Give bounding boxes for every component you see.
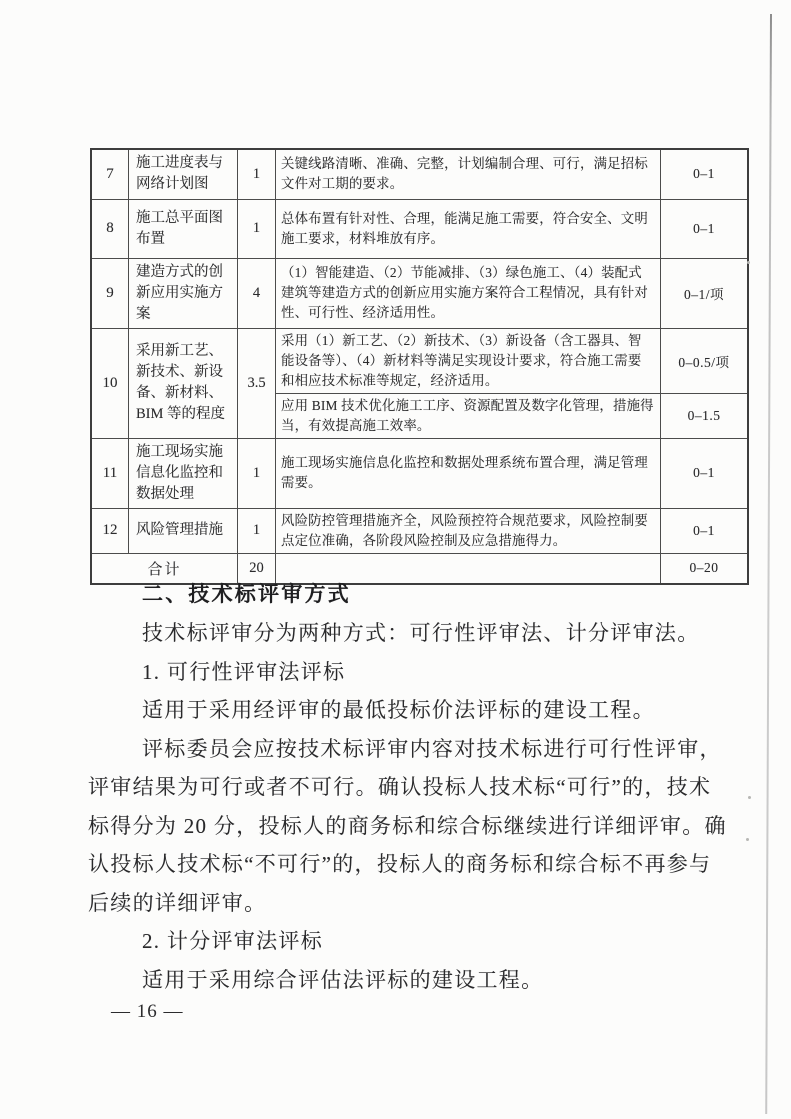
cell-num: 8 bbox=[91, 199, 129, 258]
cell-range: 0–1.5 bbox=[661, 393, 749, 438]
cell-num: 9 bbox=[91, 258, 129, 328]
score-table bbox=[90, 148, 749, 585]
body-line: 适用于采用综合评估法评标的建设工程。 bbox=[142, 967, 544, 992]
cell-num: 10 bbox=[91, 328, 129, 438]
body-line: 2. 计分评审法评标 bbox=[142, 929, 323, 953]
body-line: 评标委员会应按技术标评审内容对技术标进行可行性评审， bbox=[142, 736, 722, 761]
body-line: 后续的详细评审。 bbox=[88, 890, 267, 915]
scanner-edge-artifact bbox=[765, 14, 772, 1114]
cell-criteria: 施工现场实施信息化监控和数据处理系统布置合理，满足管理需要。 bbox=[276, 438, 661, 508]
cell-total-label: 合计 bbox=[91, 553, 238, 584]
cell-num: 12 bbox=[91, 508, 129, 553]
body-line: 1. 可行性评审法评标 bbox=[142, 659, 346, 684]
cell-criteria: 应用 BIM 技术优化施工工序、资源配置及数字化管理，措施得当，有效提高施工效率。 bbox=[276, 393, 661, 438]
body-line: 技术标评审分为两种方式：可行性评审法、计分评审法。 bbox=[142, 621, 700, 645]
cell-num: 7 bbox=[91, 149, 129, 199]
cell-range: 0–1 bbox=[661, 438, 749, 508]
cell-score: 1 bbox=[238, 199, 276, 258]
table-row-12 bbox=[91, 508, 748, 553]
cell-score: 4 bbox=[238, 258, 276, 328]
cell-criteria: （1）智能建造、（2）节能减排、（3）绿色施工、（4）装配式建筑等建造方式的创新应用实施方案符合工程情况，具有针对性、可行性、经济适用性。 bbox=[276, 258, 661, 328]
cell-criteria: 采用（1）新工艺、（2）新技术、（3）新设备（含工器具、智能设备等）、（4）新材料等满足实现设计要求，符合施工需要和相应技术标准等规定，经济适用。 bbox=[276, 328, 661, 393]
cell-criteria: 总体布置有针对性、合理，能满足施工需要，符合安全、文明施工要求，材料堆放有序。 bbox=[276, 199, 661, 258]
cell-range: 0–1/项 bbox=[661, 258, 749, 328]
body-line: 认投标人技术标“不可行”的，投标人的商务标和综合标不再参与 bbox=[88, 852, 712, 876]
body-line: 适用于采用经评审的最低投标价法评标的建设工程。 bbox=[142, 698, 655, 722]
cell-criteria: 风险防控管理措施齐全，风险预控符合规范要求，风险控制要点定位准确，各阶段风险控制及应急措施得力。 bbox=[276, 508, 661, 553]
cell-item: 风险管理措施 bbox=[129, 508, 238, 553]
cell-criteria: 关键线路清晰、准确、完整，计划编制合理、可行，满足招标文件对工期的要求。 bbox=[276, 149, 661, 199]
cell-item: 建造方式的创新应用实施方案 bbox=[129, 258, 238, 328]
cell-score: 3.5 bbox=[238, 328, 276, 438]
cell-range: 0–1 bbox=[661, 149, 749, 199]
cell-item: 采用新工艺、新技术、新设备、新材料、BIM 等的程度 bbox=[129, 328, 238, 438]
cell-range: 0–0.5/项 bbox=[661, 328, 749, 393]
section-technical-review bbox=[88, 576, 744, 999]
page-number: — 16 — bbox=[111, 1001, 184, 1022]
body-line: 标得分为 20 分，投标人的商务标和综合标继续进行详细评审。确 bbox=[88, 813, 727, 838]
cell-score: 1 bbox=[238, 508, 276, 553]
cell-item: 施工现场实施信息化监控和数据处理 bbox=[129, 438, 238, 508]
cell-item: 施工进度表与网络计划图 bbox=[129, 149, 238, 199]
scan-speck bbox=[747, 261, 750, 264]
cell-total-score: 20 bbox=[238, 553, 276, 584]
scan-speck bbox=[748, 796, 751, 799]
body-line: 评审结果为可行或者不可行。确认投标人技术标“可行”的，技术 bbox=[88, 775, 712, 799]
cell-item: 施工总平面图布置 bbox=[129, 199, 238, 258]
cell-total-range: 0–20 bbox=[661, 553, 749, 584]
table-row-7 bbox=[91, 149, 748, 199]
cell-num: 11 bbox=[91, 438, 129, 508]
table-row-11 bbox=[91, 438, 748, 508]
cell-range: 0–1 bbox=[661, 508, 749, 553]
cell-range: 0–1 bbox=[661, 199, 749, 258]
cell-score: 1 bbox=[238, 438, 276, 508]
cell-score: 1 bbox=[238, 149, 276, 199]
table-row-9 bbox=[91, 258, 748, 328]
scan-speck bbox=[746, 838, 749, 841]
section-heading: 二、技术标评审方式 bbox=[142, 583, 351, 606]
table-row-8 bbox=[91, 199, 748, 258]
table-row-10a bbox=[91, 328, 748, 393]
